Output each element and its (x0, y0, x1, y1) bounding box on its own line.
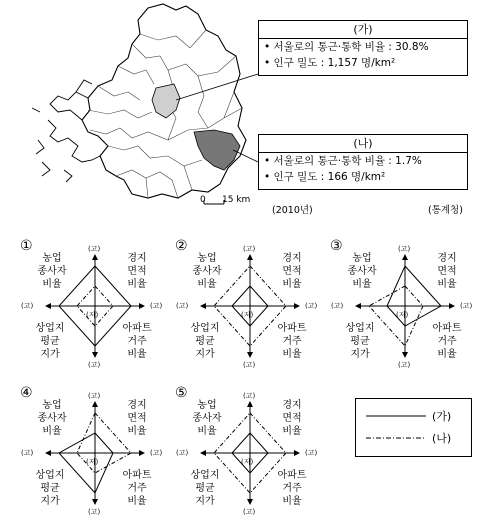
label-land-line: 상업지 (190, 323, 220, 334)
axis-arrow-right (139, 303, 145, 309)
label-land (183, 322, 227, 361)
label-land (183, 469, 227, 508)
axis-high-bottom: (고) (243, 361, 256, 369)
label-apt-line: 아파트 (122, 323, 152, 334)
label-cult-line: 비율 (127, 279, 147, 290)
label-apt-line: 아파트 (277, 470, 307, 481)
axis-high-top: (고) (88, 245, 101, 253)
label-land-line: 평균 (40, 483, 60, 494)
axis-high-top: (고) (88, 392, 101, 400)
label-land-line: 상업지 (190, 470, 220, 481)
label-land-line: 상업지 (35, 470, 65, 481)
option-panel (20, 238, 165, 368)
label-apt-line: 거주 (282, 483, 302, 494)
label-farm (30, 252, 74, 291)
label-cult-line: 경지 (282, 400, 302, 411)
label-cult-line: 비율 (127, 426, 147, 437)
label-apt-line: 비율 (282, 349, 302, 360)
axis-high-left: (고) (176, 302, 189, 310)
label-apt (425, 322, 469, 361)
label-apt-line: 아파트 (277, 323, 307, 334)
info-box-na-header: (나) (259, 135, 467, 153)
label-land-line: 상업지 (345, 323, 375, 334)
label-apt-line: 비율 (127, 496, 147, 507)
axis-arrow-left (355, 303, 361, 309)
label-apt (270, 322, 314, 361)
label-farm-line: 비율 (197, 279, 217, 290)
label-apt-line: 아파트 (432, 323, 462, 334)
axis-high-right: (고) (305, 449, 318, 457)
axis-high-left: (고) (331, 302, 344, 310)
label-apt-line: 거주 (437, 336, 457, 347)
option-number: ① (20, 238, 33, 254)
info-box-ga-density: • 인구 밀도 : 1,157 명/km² (264, 57, 396, 69)
label-apt-line: 거주 (127, 336, 147, 347)
axis-arrow-up (247, 401, 253, 407)
info-box-ga-header: (가) (259, 21, 467, 39)
label-farm-line: 종사자 (37, 413, 67, 424)
axis-arrow-up (92, 401, 98, 407)
label-cult-line: 경지 (127, 253, 147, 264)
axis-high-left: (고) (21, 449, 34, 457)
label-cult (115, 252, 159, 291)
label-apt (115, 469, 159, 508)
axis-arrow-left (45, 450, 51, 456)
axis-high-right: (고) (460, 302, 473, 310)
axis-high-bottom: (고) (88, 361, 101, 369)
label-cult-line: 비율 (282, 279, 302, 290)
axis-arrow-down (92, 499, 98, 505)
axis-arrow-left (45, 303, 51, 309)
axis-low-center: (저) (86, 458, 99, 466)
info-box-na-density: • 인구 밀도 : 166 명/km² (264, 171, 386, 183)
axis-arrow-right (294, 450, 300, 456)
option-panel (330, 238, 475, 368)
label-land-line: 지가 (350, 349, 370, 360)
source-label: (통계청) (428, 205, 463, 216)
label-farm-line: 비율 (42, 279, 62, 290)
axis-high-bottom: (고) (398, 361, 411, 369)
label-apt-line: 아파트 (122, 470, 152, 481)
option-number: ⑤ (175, 385, 188, 401)
legend-lines (366, 412, 428, 446)
label-farm-line: 비율 (42, 426, 62, 437)
scale-zero: 0 (200, 195, 206, 205)
info-box-ga (258, 20, 468, 76)
label-land-line: 지가 (40, 349, 60, 360)
axis-low-center: (저) (86, 311, 99, 319)
legend (355, 398, 472, 457)
option-number: ② (175, 238, 188, 254)
option-panel (20, 385, 165, 515)
label-cult-line: 면적 (282, 413, 302, 424)
axis-arrow-right (139, 450, 145, 456)
label-land-line: 평균 (195, 483, 215, 494)
legend-na: (나) (432, 432, 452, 445)
label-cult-line: 경지 (437, 253, 457, 264)
axis-high-right: (고) (305, 302, 318, 310)
label-land (28, 469, 72, 508)
label-land (28, 322, 72, 361)
axis-high-right: (고) (150, 449, 163, 457)
info-box-na (258, 134, 468, 190)
label-farm-line: 농업 (352, 253, 372, 264)
legend-ga: (가) (432, 410, 452, 423)
label-land-line: 평균 (40, 336, 60, 347)
label-cult (270, 399, 314, 438)
year-label: (2010년) (272, 205, 313, 216)
label-cult-line: 경지 (127, 400, 147, 411)
axis-arrow-right (294, 303, 300, 309)
axis-high-right: (고) (150, 302, 163, 310)
label-cult-line: 비율 (437, 279, 457, 290)
region-ga (152, 84, 180, 118)
label-land-line: 지가 (195, 349, 215, 360)
label-land-line: 지가 (195, 496, 215, 507)
axis-low-center: (저) (396, 311, 409, 319)
axis-low-center: (저) (241, 458, 254, 466)
label-farm-line: 농업 (197, 253, 217, 264)
label-land-line: 평균 (350, 336, 370, 347)
axis-arrow-up (402, 254, 408, 260)
label-land (338, 322, 382, 361)
label-farm-line: 농업 (42, 253, 62, 264)
region-map (28, 0, 258, 215)
axis-arrow-down (247, 499, 253, 505)
axis-high-top: (고) (243, 245, 256, 253)
label-farm (30, 399, 74, 438)
axis-high-top: (고) (398, 245, 411, 253)
axis-arrow-down (402, 352, 408, 358)
label-apt-line: 비율 (282, 496, 302, 507)
label-cult-line: 비율 (282, 426, 302, 437)
label-apt-line: 거주 (127, 483, 147, 494)
axis-high-left: (고) (21, 302, 34, 310)
label-farm-line: 종사자 (37, 266, 67, 277)
label-cult-line: 면적 (127, 413, 147, 424)
axis-arrow-right (449, 303, 455, 309)
label-land-line: 지가 (40, 496, 60, 507)
label-apt-line: 거주 (282, 336, 302, 347)
label-cult-line: 경지 (282, 253, 302, 264)
axis-low-center: (저) (241, 311, 254, 319)
label-farm-line: 종사자 (192, 413, 222, 424)
label-farm-line: 종사자 (347, 266, 377, 277)
axis-high-top: (고) (243, 392, 256, 400)
label-farm (340, 252, 384, 291)
label-cult (425, 252, 469, 291)
option-number: ④ (20, 385, 33, 401)
info-box-ga-commute: • 서울로의 통근·통학 비율 : 30.8% (264, 41, 429, 53)
axis-arrow-down (247, 352, 253, 358)
label-land-line: 상업지 (35, 323, 65, 334)
label-farm-line: 종사자 (192, 266, 222, 277)
label-cult-line: 면적 (127, 266, 147, 277)
axis-high-bottom: (고) (88, 508, 101, 516)
label-apt (270, 469, 314, 508)
option-panel (175, 238, 320, 368)
label-farm-line: 비율 (352, 279, 372, 290)
axis-high-left: (고) (176, 449, 189, 457)
scale-km: 15 km (222, 195, 251, 205)
axis-arrow-left (200, 450, 206, 456)
label-farm (185, 399, 229, 438)
label-farm-line: 농업 (197, 400, 217, 411)
info-box-na-commute: • 서울로의 통근·통학 비율 : 1.7% (264, 155, 422, 167)
axis-arrow-up (92, 254, 98, 260)
label-cult (270, 252, 314, 291)
label-apt (115, 322, 159, 361)
label-cult (115, 399, 159, 438)
label-farm-line: 비율 (197, 426, 217, 437)
option-panel (175, 385, 320, 515)
option-number: ③ (330, 238, 343, 254)
axis-arrow-left (200, 303, 206, 309)
scale-bar (204, 200, 224, 204)
axis-arrow-up (247, 254, 253, 260)
label-farm (185, 252, 229, 291)
axis-high-bottom: (고) (243, 508, 256, 516)
label-cult-line: 면적 (282, 266, 302, 277)
label-apt-line: 비율 (127, 349, 147, 360)
label-farm-line: 농업 (42, 400, 62, 411)
label-land-line: 평균 (195, 336, 215, 347)
label-cult-line: 면적 (437, 266, 457, 277)
label-apt-line: 비율 (437, 349, 457, 360)
axis-arrow-down (92, 352, 98, 358)
